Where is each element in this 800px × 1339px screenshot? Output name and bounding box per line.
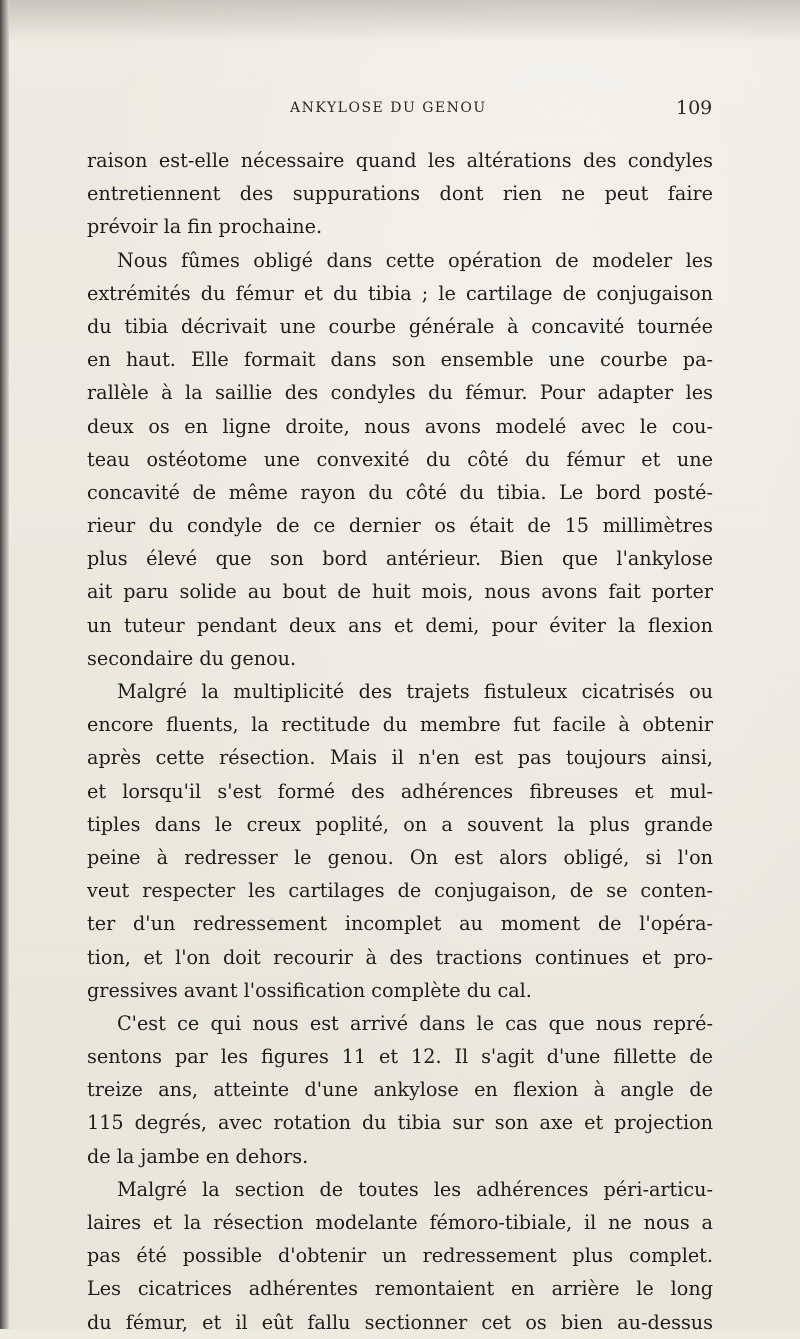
text-line: 115 degrés, avec rotation du tibia sur son axe et projection xyxy=(87,1111,713,1135)
text-line: secondaire du genou. xyxy=(87,646,297,670)
text-line: après cette résection. Mais il n'en est pas toujours ainsi, xyxy=(87,746,713,770)
text-line: C'est ce qui nous est arrivé dans le cas que nous repré- xyxy=(117,1011,713,1035)
text-line: sentons par les figures 11 et 12. Il s'agit d'une fillette de xyxy=(87,1045,713,1069)
page-number: 109 xyxy=(676,97,713,119)
text-line: plus élevé que son bord antérieur. Bien que l'ankylose xyxy=(87,547,713,571)
text-line: treize ans, atteinte d'une ankylose en flexion à angle de xyxy=(87,1078,713,1102)
text-line: pas été possible d'obtenir un redressement plus complet. xyxy=(87,1244,713,1268)
text-line: rallèle à la saillie des condyles du fémur. Pour adapter les xyxy=(87,381,713,405)
text-line: ait paru solide au bout de huit mois, nous avons fait porter xyxy=(87,580,713,604)
text-line: ter d'un redressement incomplet au moment de l'opéra- xyxy=(87,912,713,936)
running-head: ANKYLOSE DU GENOU xyxy=(290,100,487,116)
text-line: et lorsqu'il s'est formé des adhérences fibreuses et mul- xyxy=(87,779,713,803)
text-line: Malgré la section de toutes les adhérences péri-articu- xyxy=(117,1177,713,1201)
page-top-shadow xyxy=(0,0,800,42)
text-line: Malgré la multiplicité des trajets fistuleux cicatrisés ou xyxy=(117,680,713,703)
text-line: peine à redresser le genou. On est alors obligé, si l'on xyxy=(87,845,713,869)
text-line: prévoir la fin prochaine. xyxy=(87,215,323,239)
text-line: deux os en ligne droite, nous avons modelé avec le cou- xyxy=(87,414,713,438)
binding-edge xyxy=(0,0,9,1329)
text-line: du fémur, et il eût fallu sectionner cet os bien au-dessus xyxy=(87,1310,713,1334)
text-line: teau ostéotome une convexité du côté du fémur et une xyxy=(87,447,713,471)
text-line: laires et la résection modelante fémoro-tibiale, il ne nous a xyxy=(87,1211,713,1234)
text-line: encore fluents, la rectitude du membre fut facile à obtenir xyxy=(87,713,713,737)
text-line: extrémités du fémur et du tibia ; le cartilage de conjugaison xyxy=(87,281,713,305)
text-line: tiples dans le creux poplité, on a souvent la plus grande xyxy=(87,812,713,836)
text-line: entretiennent des suppurations dont rien ne peut faire xyxy=(87,182,713,206)
text-line: Les cicatrices adhérentes remontaient en arrière le long xyxy=(87,1277,713,1301)
text-line: du tibia décrivait une courbe générale à concavité tournée xyxy=(87,314,713,338)
text-line: tion, et l'on doit recourir à des tractions continues et pro- xyxy=(87,945,713,969)
text-line: en haut. Elle formait dans son ensemble une courbe pa- xyxy=(87,348,713,372)
text-line: un tuteur pendant deux ans et demi, pour éviter la flexion xyxy=(87,613,713,637)
text-line: veut respecter les cartilages de conjugaison, de se conten- xyxy=(87,879,713,903)
text-line: gressives avant l'ossification complète du cal. xyxy=(87,978,532,1002)
text-line: Nous fûmes obligé dans cette opération de modeler les xyxy=(117,248,713,272)
body-text xyxy=(87,144,713,1339)
text-line: raison est-elle nécessaire quand les altérations des condyles xyxy=(87,149,713,172)
text-line: rieur du condyle de ce dernier os était de 15 millimètres xyxy=(87,514,713,538)
text-line: de la jambe en dehors. xyxy=(87,1144,309,1168)
text-line: concavité de même rayon du côté du tibia. Le bord posté- xyxy=(87,480,713,504)
